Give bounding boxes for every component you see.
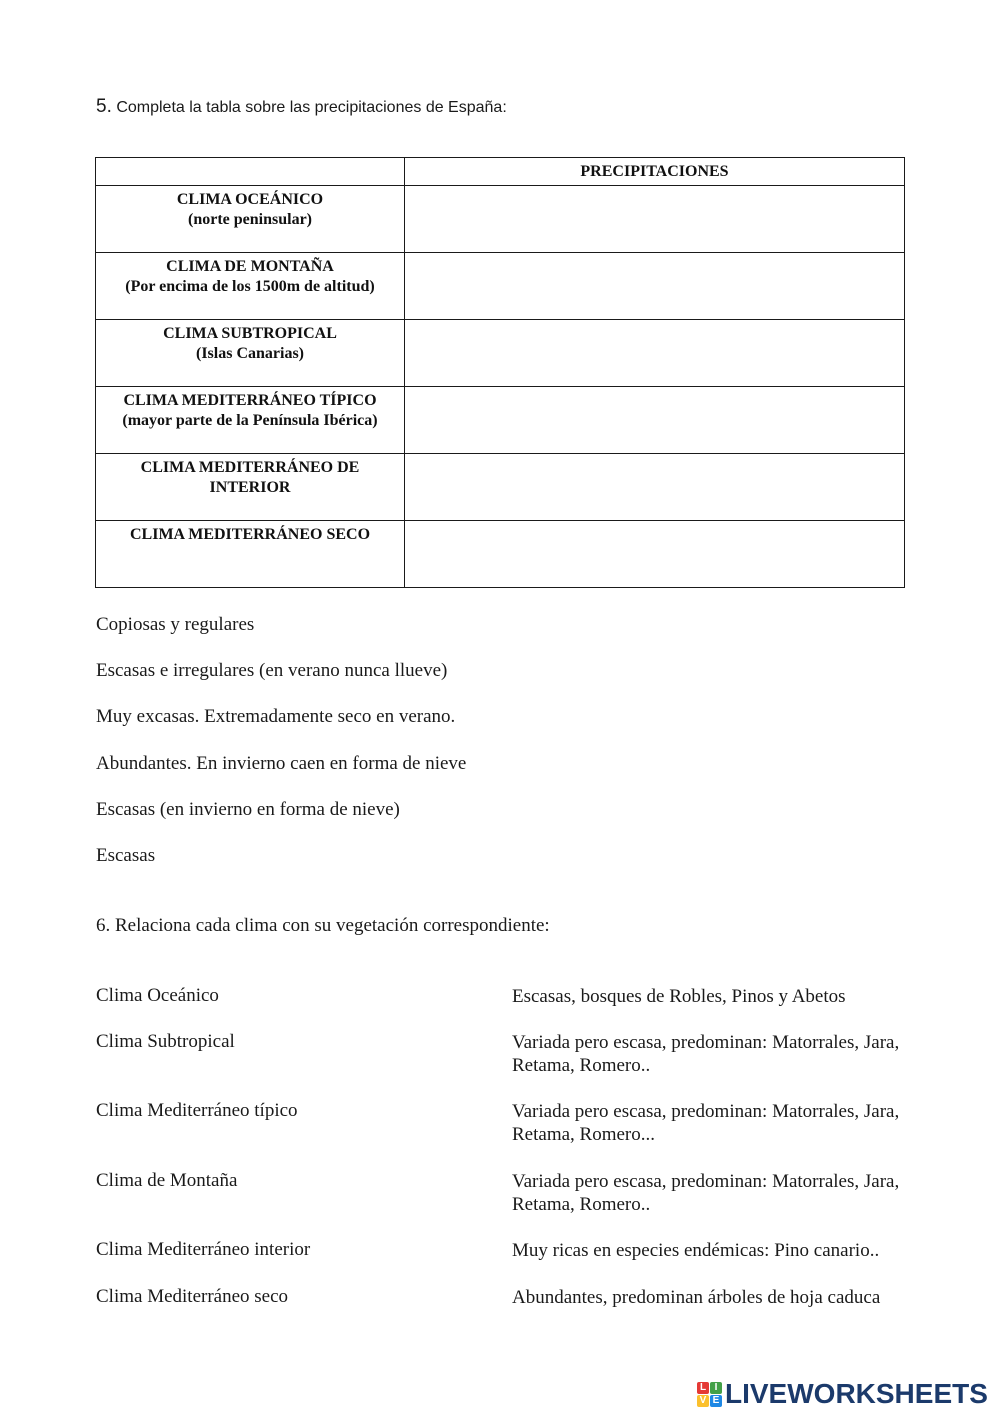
table-header-row: [96, 158, 905, 186]
climate-match-item[interactable]: Clima Oceánico: [96, 985, 219, 1006]
climate-name: CLIMA MEDITERRÁNEO SECO: [129, 526, 371, 543]
question-5-number: 5.: [96, 96, 112, 117]
climate-cell: [96, 521, 405, 588]
question-6-title: 6. Relaciona cada clima con su vegetación correspondiente:: [96, 915, 550, 936]
precipitation-answer-cell[interactable]: [405, 186, 905, 253]
climate-name: CLIMA SUBTROPICAL: [163, 325, 337, 342]
climate-cell: [96, 186, 405, 253]
vegetation-match-item[interactable]: Muy ricas en especies endémicas: Pino canario..: [512, 1240, 880, 1261]
logo-text: LIVEWORKSHEETS: [725, 1378, 988, 1409]
answer-option[interactable]: Escasas: [96, 845, 156, 866]
climate-cell: [96, 320, 405, 387]
climate-name: CLIMA DE MONTAÑA: [166, 258, 334, 275]
table-header-precipitaciones: PRECIPITACIONES: [405, 158, 905, 186]
climate-region: (norte peninsular): [188, 211, 312, 228]
vegetation-match-item[interactable]: Variada pero escasa, predominan: Matorrales, Jara, Retama, Romero..: [512, 1171, 900, 1215]
table-header-empty-cell: [96, 158, 405, 186]
vegetation-match-item[interactable]: Variada pero escasa, predominan: Matorrales, Jara, Retama, Romero..: [512, 1032, 900, 1076]
climate-region: INTERIOR: [209, 479, 291, 496]
climate-match-item[interactable]: Clima Subtropical: [96, 1031, 235, 1052]
question-5-title: [96, 96, 507, 118]
vegetation-match-item[interactable]: Escasas, bosques de Robles, Pinos y Abetos: [512, 986, 846, 1007]
precipitation-answer-cell[interactable]: [405, 253, 905, 320]
answer-option[interactable]: Abundantes. En invierno caen en forma de nieve: [96, 753, 467, 774]
vegetation-match-item[interactable]: Abundantes, predominan árboles de hoja caduca: [512, 1287, 881, 1308]
climate-cell: [96, 253, 405, 320]
climate-cell: [96, 454, 405, 521]
answer-option[interactable]: Escasas e irregulares (en verano nunca llueve): [96, 660, 448, 681]
climate-match-item[interactable]: Clima Mediterráneo seco: [96, 1286, 289, 1307]
climate-name: CLIMA MEDITERRÁNEO TÍPICO: [123, 392, 377, 409]
answer-option[interactable]: Muy excasas. Extremadamente seco en verano.: [96, 706, 456, 727]
logo-mark-letter: E: [710, 1395, 722, 1407]
precipitation-answer-cell[interactable]: [405, 454, 905, 521]
precipitation-answer-cell[interactable]: [405, 387, 905, 454]
climate-match-item[interactable]: Clima Mediterráneo típico: [96, 1100, 298, 1121]
climate-region: (Por encima de los 1500m de altitud): [125, 278, 375, 295]
climate-cell: [96, 387, 405, 454]
precipitation-answer-cell[interactable]: [405, 521, 905, 588]
table-row: [96, 253, 905, 320]
precipitation-table: [95, 157, 905, 588]
table-row: [96, 454, 905, 521]
climate-match-item[interactable]: Clima Mediterráneo interior: [96, 1239, 311, 1260]
liveworksheets-logo: [697, 1378, 988, 1410]
answer-option[interactable]: Copiosas y regulares: [96, 614, 255, 635]
logo-mark-letter: V: [697, 1395, 709, 1407]
climate-region: (mayor parte de la Península Ibérica): [122, 412, 378, 429]
question-5-text: Completa la tabla sobre las precipitaciones de España:: [116, 99, 507, 116]
climate-name: CLIMA MEDITERRÁNEO DE: [140, 459, 360, 476]
precipitation-answer-cell[interactable]: [405, 320, 905, 387]
table-row: [96, 320, 905, 387]
climate-region: (Islas Canarias): [195, 345, 304, 362]
answer-option[interactable]: Escasas (en invierno en forma de nieve): [96, 799, 400, 820]
climate-match-item[interactable]: Clima de Montaña: [96, 1170, 238, 1191]
table-row: [96, 186, 905, 253]
climate-name: CLIMA OCEÁNICO: [176, 191, 324, 208]
logo-mark-icon: [697, 1382, 722, 1407]
logo-mark-letter: I: [710, 1382, 722, 1394]
table-row: [96, 521, 905, 588]
vegetation-match-item[interactable]: Variada pero escasa, predominan: Matorrales, Jara, Retama, Romero...: [512, 1101, 900, 1145]
logo-mark-letter: L: [697, 1382, 709, 1394]
table-row: [96, 387, 905, 454]
